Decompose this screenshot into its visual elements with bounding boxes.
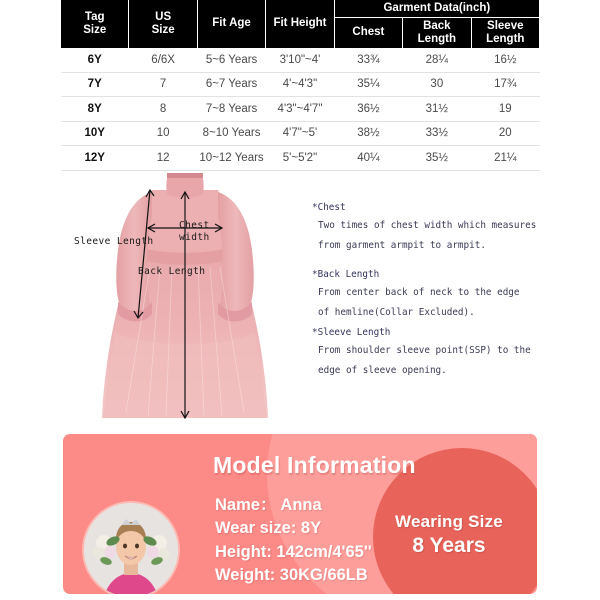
table-row (61, 48, 540, 72)
tag-size-line1: Tag (84, 10, 105, 23)
cell-fit-age: 5~6 Years (197, 48, 265, 72)
cell-chest: 38½ (334, 121, 402, 146)
back-length-description-line1: From center back of neck to the edge (318, 287, 520, 298)
back-length-label: Back Length (138, 266, 206, 277)
cell-back-length: 28¼ (403, 48, 471, 72)
model-photo (84, 503, 178, 594)
back-length-description-line2: of hemline(Collar Excluded). (318, 307, 475, 318)
cell-sleeve-length: 17¾ (471, 72, 539, 97)
sleeve-length-line1: Sleeve (487, 19, 524, 32)
cell-fit-age: 7~8 Years (197, 97, 265, 122)
column-header-sleeve-length (471, 18, 539, 49)
chest-width-label-line1: Chest (179, 220, 210, 231)
wearing-size-block (369, 512, 529, 558)
cell-tag-size: 8Y (61, 97, 129, 122)
cell-sleeve-length: 19 (471, 97, 539, 122)
sleeve-length-description-line2: edge of sleeve opening. (318, 365, 447, 376)
cell-us-size: 10 (129, 121, 197, 146)
chest-description-heading: *Chest (312, 202, 346, 213)
cell-fit-age: 6~7 Years (197, 72, 265, 97)
cell-fit-height: 4'3"~4'7" (266, 97, 334, 122)
cell-tag-size: 6Y (61, 48, 129, 72)
us-size-line1: US (155, 10, 172, 23)
sleeve-length-description-heading: *Sleeve Length (312, 327, 391, 338)
table-row (61, 146, 540, 171)
column-header-fit-age: Fit Age (197, 0, 265, 48)
table-row (61, 72, 540, 97)
back-length-line1: Back (423, 19, 451, 32)
back-length-line2: Length (417, 33, 456, 45)
back-length-description-heading: *Back Length (312, 269, 380, 280)
sleeve-length-label: Sleeve Length (74, 236, 154, 247)
table-body (61, 48, 540, 170)
sleeve-length-line2: Length (486, 33, 525, 45)
cell-fit-height: 4'7"~5' (266, 121, 334, 146)
column-group-header-garment-data: Garment Data(inch) (334, 0, 539, 18)
chest-description-line2: from garment armpit to armpit. (318, 240, 486, 251)
cell-back-length: 35½ (403, 146, 471, 171)
chest-width-label (179, 220, 210, 244)
table-row (61, 121, 540, 146)
cell-tag-size: 12Y (61, 146, 129, 171)
cell-tag-size: 7Y (61, 72, 129, 97)
column-header-us-size (129, 0, 197, 48)
model-information-banner (63, 434, 537, 594)
cell-back-length: 31½ (403, 97, 471, 122)
model-weight: Weight: 30KG/66LB (215, 566, 368, 585)
model-wear-size: Wear size: 8Y (215, 519, 322, 538)
column-header-chest: Chest (334, 18, 402, 49)
cell-us-size: 12 (129, 146, 197, 171)
description-spacer (312, 260, 542, 269)
left-sleeve (116, 192, 152, 311)
cell-fit-height: 4'~4'3" (266, 72, 334, 97)
right-sleeve (218, 192, 254, 311)
cell-fit-height: 3'10"~4' (266, 48, 334, 72)
table-header (61, 0, 540, 48)
chest-width-label-line2: width (179, 231, 210, 243)
wearing-size-value: 8 Years (412, 534, 486, 557)
cell-fit-height: 5'~5'2" (266, 146, 334, 171)
banner-title: Model Information (213, 452, 416, 478)
measurement-descriptions (312, 202, 542, 385)
cell-us-size: 6/6X (129, 48, 197, 72)
table-row (61, 97, 540, 122)
us-size-line2: Size (151, 24, 175, 36)
cell-sleeve-length: 21¼ (471, 146, 539, 171)
dress-svg (60, 172, 310, 424)
cell-chest: 40¼ (334, 146, 402, 171)
dress-illustration (60, 172, 310, 424)
model-details (215, 494, 372, 588)
column-header-back-length (403, 18, 471, 49)
cell-sleeve-length: 16½ (471, 48, 539, 72)
cell-fit-age: 8~10 Years (197, 121, 265, 146)
size-chart-table (60, 0, 540, 171)
model-height: Height: 142cm/4'65'' (215, 542, 372, 561)
cell-chest: 33¾ (334, 48, 402, 72)
chest-description-line1: Two times of chest width which measures (318, 220, 537, 231)
cell-tag-size: 10Y (61, 121, 129, 146)
cell-us-size: 8 (129, 97, 197, 122)
cell-sleeve-length: 20 (471, 121, 539, 146)
cell-us-size: 7 (129, 72, 197, 97)
column-header-tag-size (61, 0, 129, 48)
table-header-row-1 (61, 0, 540, 18)
garment-measurement-diagram (60, 172, 310, 424)
collar-ruffle (167, 173, 203, 178)
wearing-size-label: Wearing Size (395, 512, 503, 531)
cell-back-length: 33½ (403, 121, 471, 146)
sleeve-length-description-line1: From shoulder sleeve point(SSP) to the (318, 345, 531, 356)
column-header-fit-height: Fit Height (266, 0, 334, 48)
model-avatar (82, 501, 180, 594)
cell-chest: 35¼ (334, 72, 402, 97)
model-name: Name： Anna (215, 496, 322, 514)
cell-chest: 36½ (334, 97, 402, 122)
tag-size-line2: Size (83, 24, 107, 36)
cell-fit-age: 10~12 Years (197, 146, 265, 171)
cell-back-length: 30 (403, 72, 471, 97)
